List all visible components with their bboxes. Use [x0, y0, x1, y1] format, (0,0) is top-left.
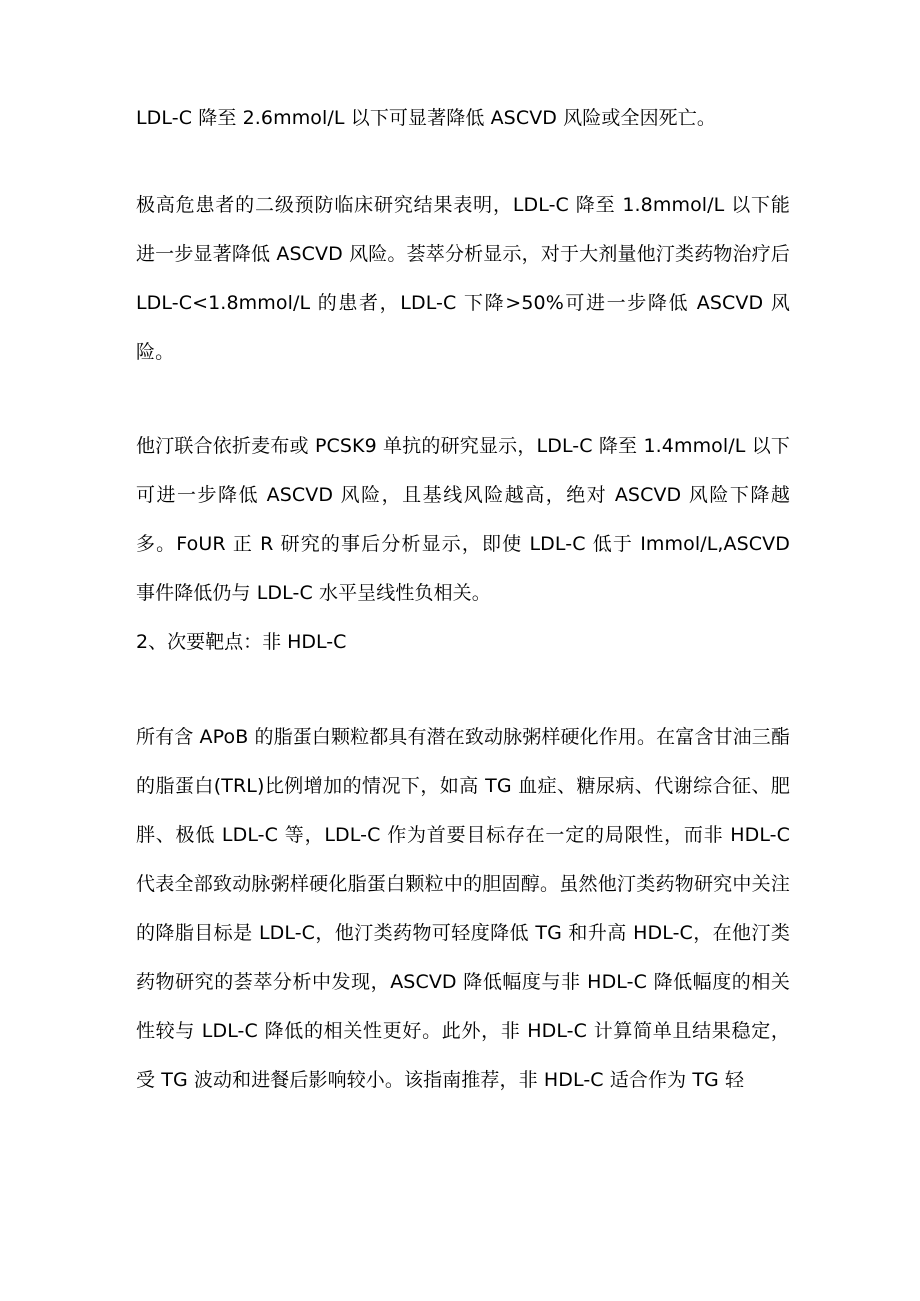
paragraph-secondary-prevention: 极高危患者的二级预防临床研究结果表明，LDL-C 降至 1.8mmol/L 以下能进一步显著降低 ASCVD 风险。荟萃分析显示，对于大剂量他汀类药物治疗后 LDL-C<1.8mmol/L 的患者，LDL-C 下降>50%可进一步降低 ASCVD 风险。: [136, 194, 790, 363]
section-heading-non-hdl: 2、次要靶点：非 HDL-C: [136, 631, 347, 653]
paragraph-ldl-target: LDL-C 降至 2.6mmol/L 以下可显著降低 ASCVD 风险或全因死亡。: [136, 107, 716, 129]
paragraph-non-hdl-rationale: 所有含 APoB 的脂蛋白颗粒都具有潜在致动脉粥样硬化作用。在富含甘油三酯的脂蛋白(TRL)比例增加的情况下，如高 TG 血症、糖尿病、代谢综合征、肥胖、极低 LDL-C 等，LDL-C 作为首要目标存在一定的局限性，而非 HDL-C 代表全部致动脉粥样硬化脂蛋白颗粒中的胆固醇。虽然他汀类药物研究中关注的降脂目标是 LDL-C，他汀类药物可轻度降低 TG 和升高 HDL-C，在他汀类药物研究的荟萃分析中发现，ASCVD 降低幅度与非 HDL-C 降低幅度的相关性较与 LDL-C 降低的相关性更好。此外，非 HDL-C 计算简单且结果稳定，受 TG 波动和进餐后影响较小。该指南推荐，非 HDL-C 适合作为 TG 轻: [136, 726, 790, 1091]
document-page: [136, 94, 790, 1105]
paragraph-combination-therapy: 他汀联合依折麦布或 PCSK9 单抗的研究显示，LDL-C 降至 1.4mmol/L 以下可进一步降低 ASCVD 风险，且基线风险越高，绝对 ASCVD 风险下降越多。FoUR 正 R 研究的事后分析显示，即使 LDL-C 低于 Immol/L,ASCVD 事件降低仍与 LDL-C 水平呈线性负相关。: [136, 435, 790, 604]
